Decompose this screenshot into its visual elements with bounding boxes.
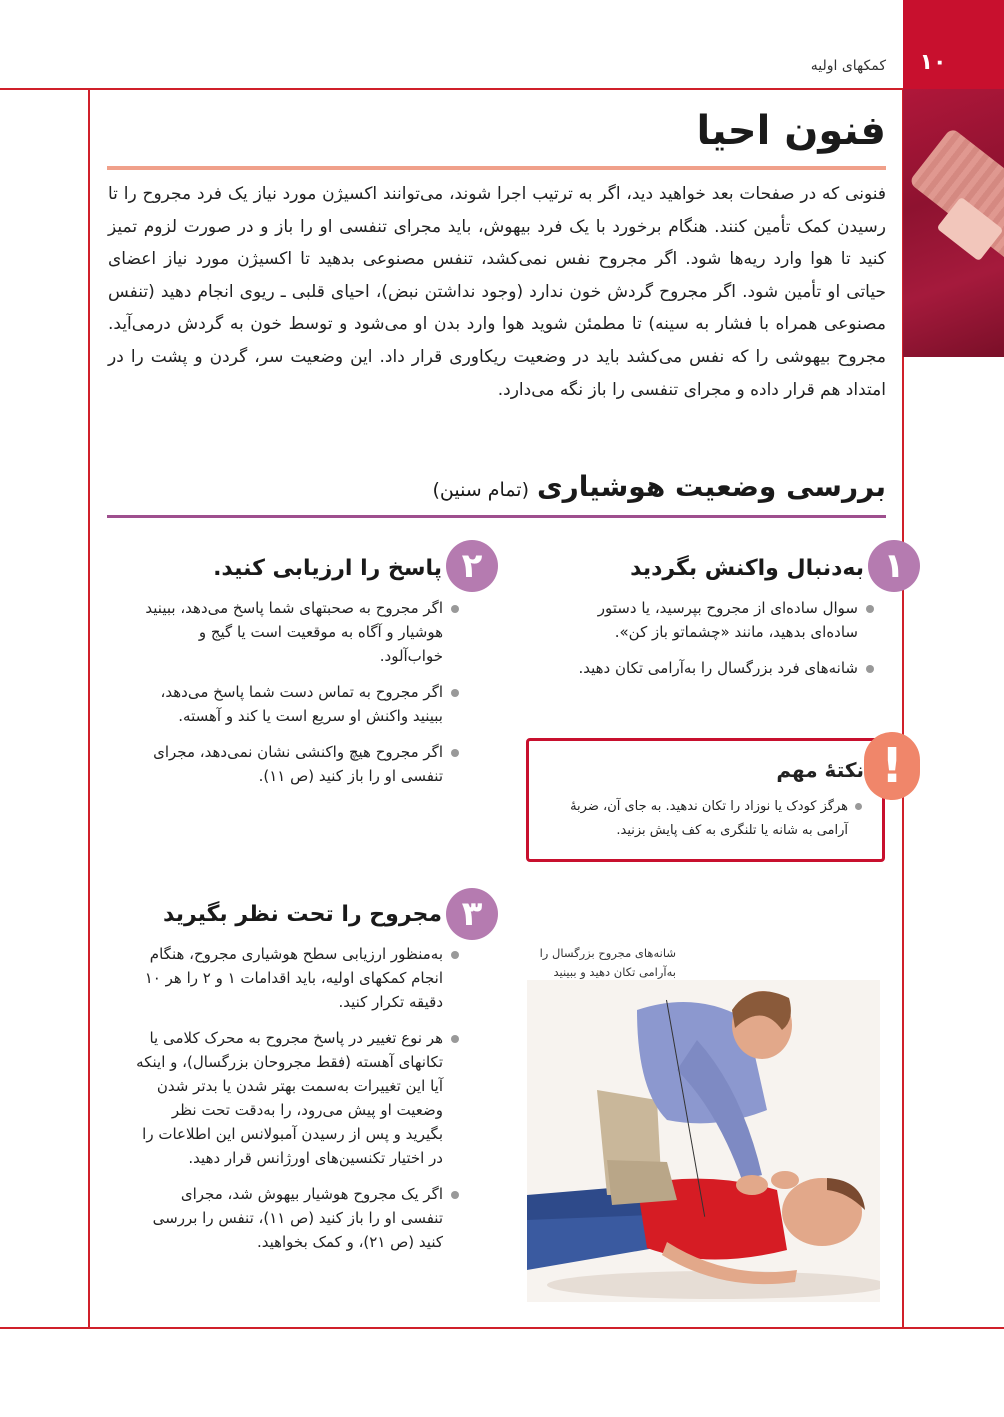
list-item: شانه‌های فرد بزرگسال را به‌آرامی تکان دهید. — [554, 656, 874, 680]
step-2-list — [134, 596, 459, 800]
list-item: اگر مجروح به صحبتهای شما پاسخ می‌دهد، ببینید هوشیار و آگاه به موقعیت است یا گیج و خواب‌آلود. — [134, 596, 459, 668]
step-1-badge: ۱ — [868, 540, 920, 592]
step-3-heading: مجروح را تحت نظر بگیرید — [162, 902, 442, 927]
page-corner-block — [903, 0, 1004, 89]
list-item: به‌منظور ارزیابی سطح هوشیاری مجروح، هنگام انجام کمکهای اولیه، باید اقدامات ۱ و ۲ را هر ۱۰ دقیقه تکرار کنید. — [134, 942, 459, 1014]
section-title-text: بررسی وضعیت هوشیاری — [537, 470, 886, 503]
step-2-heading: پاسخ را ارزیابی کنید. — [213, 556, 442, 581]
step-1-heading: به‌دنبال واکنش بگردید — [630, 556, 864, 581]
list-item: اگر یک مجروح هوشیار بیهوش شد، مجرای تنفسی او را باز کنید (ص ۱۱)، تنفس را بررسی کنید (ص ۲۱)، و کمک بخواهید. — [134, 1182, 459, 1254]
page-title: فنون احیا — [696, 108, 886, 154]
shoulder-shake-illustration — [527, 980, 880, 1302]
note-title: نکتهٔ مهم — [776, 758, 864, 782]
left-frame-line — [88, 88, 90, 1329]
page-number: ۱۰ — [919, 50, 947, 75]
section-rule — [107, 515, 886, 518]
step-1-list — [554, 596, 874, 692]
section-subtitle: (تمام سنین) — [432, 479, 530, 501]
section-title — [432, 470, 886, 503]
top-frame-line — [0, 88, 1004, 90]
note-text: هرگز کودک یا نوزاد را تکان ندهید. به جای آن، ضربهٔ آرامی به شانه یا تلنگری به کف پایش بزنید. — [552, 795, 862, 843]
running-head: کمکهای اولیه — [810, 58, 886, 74]
title-rule — [107, 166, 886, 170]
step-3-list — [134, 942, 459, 1266]
step-2-badge: ۲ — [446, 540, 498, 592]
list-item: سوال ساده‌ای از مجروح بپرسید، یا دستور ساده‌ای بدهید، مانند «چشماتو باز کن». — [554, 596, 874, 644]
list-item: هر نوع تغییر در پاسخ مجروح به محرک کلامی یا تکانهای آهسته (فقط مجروحان بزرگسال)، و اینکه آیا این تغییرات به‌سمت بهتر شدن یا بدتر شدن وضعیت او پیش می‌رود، را به‌دقت تحت نظر بگیرید و پس از رسیدن آمبولانس این اطلاعات را در اختیار تکنسین‌های اورژانس قرار دهید. — [134, 1026, 459, 1170]
intro-paragraph: فنونی که در صفحات بعد خواهید دید، اگر به ترتیب اجرا شوند، می‌توانند اکسیژن مورد نیاز یک فرد مجروح را تا رسیدن کمک تأمین کنند. هنگام برخورد با یک فرد بیهوش، باید مجرای تنفسی او را باز و در صورت لزوم تمیز کنید تا هوا وارد ریه‌ها شود. اگر مجروح نفس نمی‌کشد، تنفس مصنوعی بدهید تا اکسیژن مورد نیاز اعضای حیاتی او تأمین شود. اگر مجروح گردش خون ندارد (وجود نداشتن نبض)، احیای قلبی ـ ریوی انجام دهید (تنفس مصنوعی همراه با فشار به سینه) تا مطمئن شوید هوا وارد بدن او می‌شود و توسط خون به گردش درمی‌آید. مجروح بیهوشی را که نفس می‌کشد باید در وضعیت ریکاوری قرار داد. این وضعیت سر، گردن و پشت را در امتداد هم قرار داده و مجرای تنفسی را باز نگه می‌دارد. — [108, 184, 886, 400]
bandage-photo — [903, 89, 1004, 357]
step-3-badge: ۳ — [446, 888, 498, 940]
photo-caption: شانه‌های مجروح بزرگسال را به‌آرامی تکان دهید و ببینید — [539, 946, 676, 979]
list-item: اگر مجروح هیچ واکنشی نشان نمی‌دهد، مجرای تنفسی او را باز کنید (ص ۱۱). — [134, 740, 459, 788]
exclamation-icon: ! — [864, 732, 920, 800]
bottom-frame-line — [0, 1327, 1004, 1329]
list-item: اگر مجروح به تماس دست شما پاسخ می‌دهد، ببینید واکنش او سریع است یا کند و آهسته. — [134, 680, 459, 728]
first-aid-photo — [527, 980, 880, 1302]
